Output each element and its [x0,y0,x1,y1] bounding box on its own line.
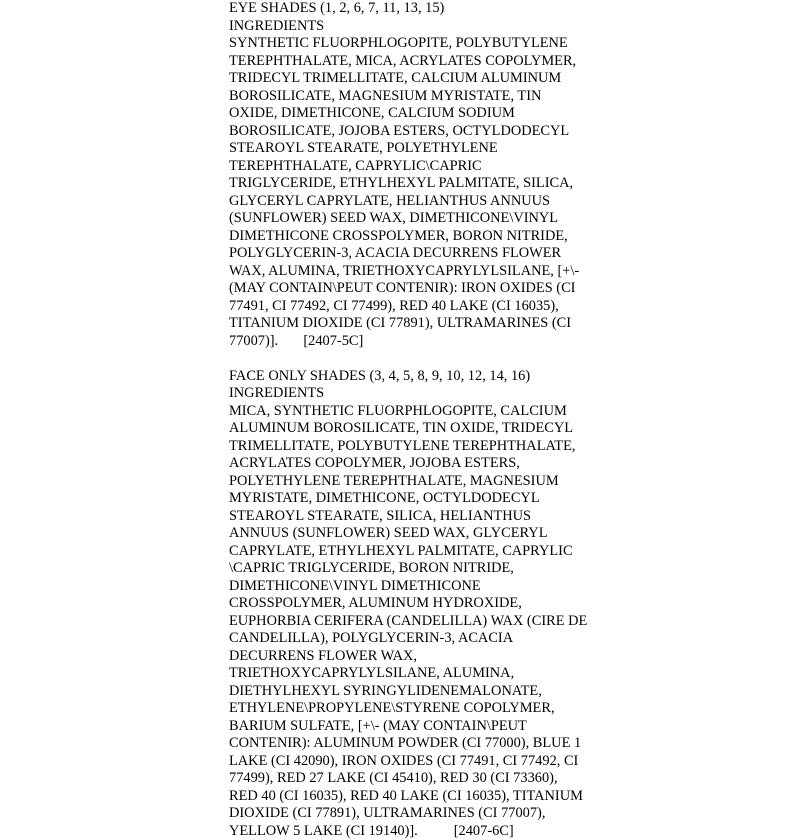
ingredient-line: TRIDECYL TRIMELLITATE, CALCIUM ALUMINUM [229,70,789,88]
eye-shades-section [229,0,789,350]
ingredient-line: 77491, CI 77492, CI 77499), RED 40 LAKE (CI 16035), [229,298,789,316]
ingredient-line: OXIDE, DIMETHICONE, CALCIUM SODIUM [229,105,789,123]
section-spacer [229,350,789,368]
ingredient-line: ANNUUS (SUNFLOWER) SEED WAX, GLYCERYL [229,525,789,543]
ingredient-line: CONTENIR): ALUMINUM POWDER (CI 77000), BLUE 1 [229,735,789,753]
ingredient-line: ALUMINUM BOROSILICATE, TIN OXIDE, TRIDECYL [229,420,789,438]
ingredient-line: DECURRENS FLOWER WAX, [229,648,789,666]
ingredient-line: CANDELILLA), POLYGLYCERIN-3, ACACIA [229,630,789,648]
ingredient-line: DIOXIDE (CI 77891), ULTRAMARINES (CI 77007), [229,805,789,823]
ingredient-line: POLYGLYCERIN-3, ACACIA DECURRENS FLOWER [229,245,789,263]
ingredient-line: \CAPRIC TRIGLYCERIDE, BORON NITRIDE, [229,560,789,578]
ingredient-line: SYNTHETIC FLUORPHLOGOPITE, POLYBUTYLENE [229,35,789,53]
ingredient-line-code: YELLOW 5 LAKE (CI 19140)]. [2407-6C] [229,823,789,840]
ingredients-document [229,0,789,840]
section-heading: EYE SHADES (1, 2, 6, 7, 11, 13, 15) [229,0,789,18]
ingredient-line: 77499), RED 27 LAKE (CI 45410), RED 30 (CI 73360), [229,770,789,788]
ingredient-line: DIMETHICONE CROSSPOLYMER, BORON NITRIDE, [229,228,789,246]
ingredient-line: ACRYLATES COPOLYMER, JOJOBA ESTERS, [229,455,789,473]
ingredient-line-code: 77007)]. [2407-5C] [229,333,789,351]
section-heading: FACE ONLY SHADES (3, 4, 5, 8, 9, 10, 12, 14, 16) [229,368,789,386]
ingredient-line: CAPRYLATE, ETHYLHEXYL PALMITATE, CAPRYLIC [229,543,789,561]
face-only-shades-section [229,368,789,840]
ingredient-line: ETHYLENE\PROPYLENE\STYRENE COPOLYMER, [229,700,789,718]
ingredient-line: LAKE (CI 42090), IRON OXIDES (CI 77491, CI 77492, CI [229,753,789,771]
ingredient-line: (MAY CONTAIN\PEUT CONTENIR): IRON OXIDES (CI [229,280,789,298]
ingredient-line: EUPHORBIA CERIFERA (CANDELILLA) WAX (CIRE DE [229,613,789,631]
ingredient-line: MICA, SYNTHETIC FLUORPHLOGOPITE, CALCIUM [229,403,789,421]
ingredient-line: BOROSILICATE, JOJOBA ESTERS, OCTYLDODECYL [229,123,789,141]
ingredient-line: TRIETHOXYCAPRYLYLSILANE, ALUMINA, [229,665,789,683]
ingredient-line: BARIUM SULFATE, [+\- (MAY CONTAIN\PEUT [229,718,789,736]
ingredient-line: TEREPHTHALATE, MICA, ACRYLATES COPOLYMER, [229,53,789,71]
ingredient-line: GLYCERYL CAPRYLATE, HELIANTHUS ANNUUS [229,193,789,211]
ingredient-line: TRIGLYCERIDE, ETHYLHEXYL PALMITATE, SILICA, [229,175,789,193]
ingredient-line: (SUNFLOWER) SEED WAX, DIMETHICONE\VINYL [229,210,789,228]
ingredient-line: STEAROYL STEARATE, SILICA, HELIANTHUS [229,508,789,526]
ingredient-line: RED 40 (CI 16035), RED 40 LAKE (CI 16035), TITANIUM [229,788,789,806]
ingredient-line: POLYETHYLENE TEREPHTHALATE, MAGNESIUM [229,473,789,491]
ingredient-line: DIMETHICONE\VINYL DIMETHICONE [229,578,789,596]
ingredient-line: STEAROYL STEARATE, POLYETHYLENE [229,140,789,158]
ingredient-line: MYRISTATE, DIMETHICONE, OCTYLDODECYL [229,490,789,508]
ingredient-line: DIETHYLHEXYL SYRINGYLIDENEMALONATE, [229,683,789,701]
ingredient-line: TEREPHTHALATE, CAPRYLIC\CAPRIC [229,158,789,176]
ingredient-line: BOROSILICATE, MAGNESIUM MYRISTATE, TIN [229,88,789,106]
ingredients-label: INGREDIENTS [229,385,789,403]
ingredient-line: TRIMELLITATE, POLYBUTYLENE TEREPHTHALATE, [229,438,789,456]
ingredients-label: INGREDIENTS [229,18,789,36]
ingredient-line: WAX, ALUMINA, TRIETHOXYCAPRYLYLSILANE, [+\- [229,263,789,281]
ingredient-line: CROSSPOLYMER, ALUMINUM HYDROXIDE, [229,595,789,613]
ingredient-line: TITANIUM DIOXIDE (CI 77891), ULTRAMARINES (CI [229,315,789,333]
